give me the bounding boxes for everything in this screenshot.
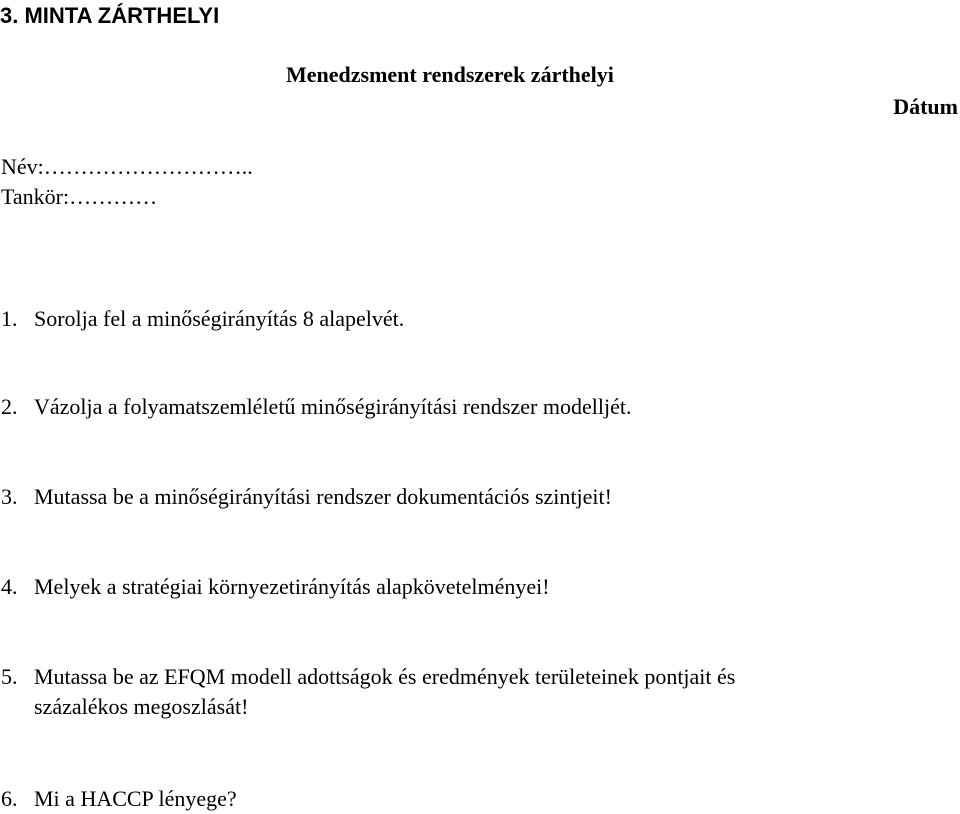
question-number: 4. [1,574,18,599]
question-text: Melyek a stratégiai környezetirányítás alapkövetelményei! [34,574,550,599]
question-number: 1. [1,306,18,331]
question-1 [1,304,901,334]
question-4 [1,572,901,602]
question-text: Vázolja a folyamatszemléletű minőségirányítási rendszer modelljét. [34,394,632,419]
page-heading: 3. MINTA ZÁRTHELYI [0,3,220,28]
question-text: Mutassa be a minőségirányítási rendszer dokumentációs szintjeit! [34,484,612,509]
exam-title: Menedzsment rendszerek zárthelyi [286,62,614,87]
question-number: 6. [1,786,18,811]
question-number: 5. [1,664,18,689]
name-field: Név:……………………….. [1,154,253,179]
question-number: 3. [1,484,18,509]
question-text: Sorolja fel a minőségirányítás 8 alapelvét. [34,306,405,331]
question-5 [1,662,901,722]
question-2 [1,392,901,422]
question-text: Mi a HACCP lényege? [34,786,237,811]
question-6 [1,784,901,814]
question-3 [1,482,901,512]
group-field: Tankör:………… [1,184,158,209]
date-label: Dátum [893,94,958,119]
question-number: 2. [1,394,18,419]
question-text: Mutassa be az EFQM modell adottságok és eredmények területeinek pontjait és [34,664,736,689]
question-text-continuation: százalékos megoszlását! [34,694,249,719]
